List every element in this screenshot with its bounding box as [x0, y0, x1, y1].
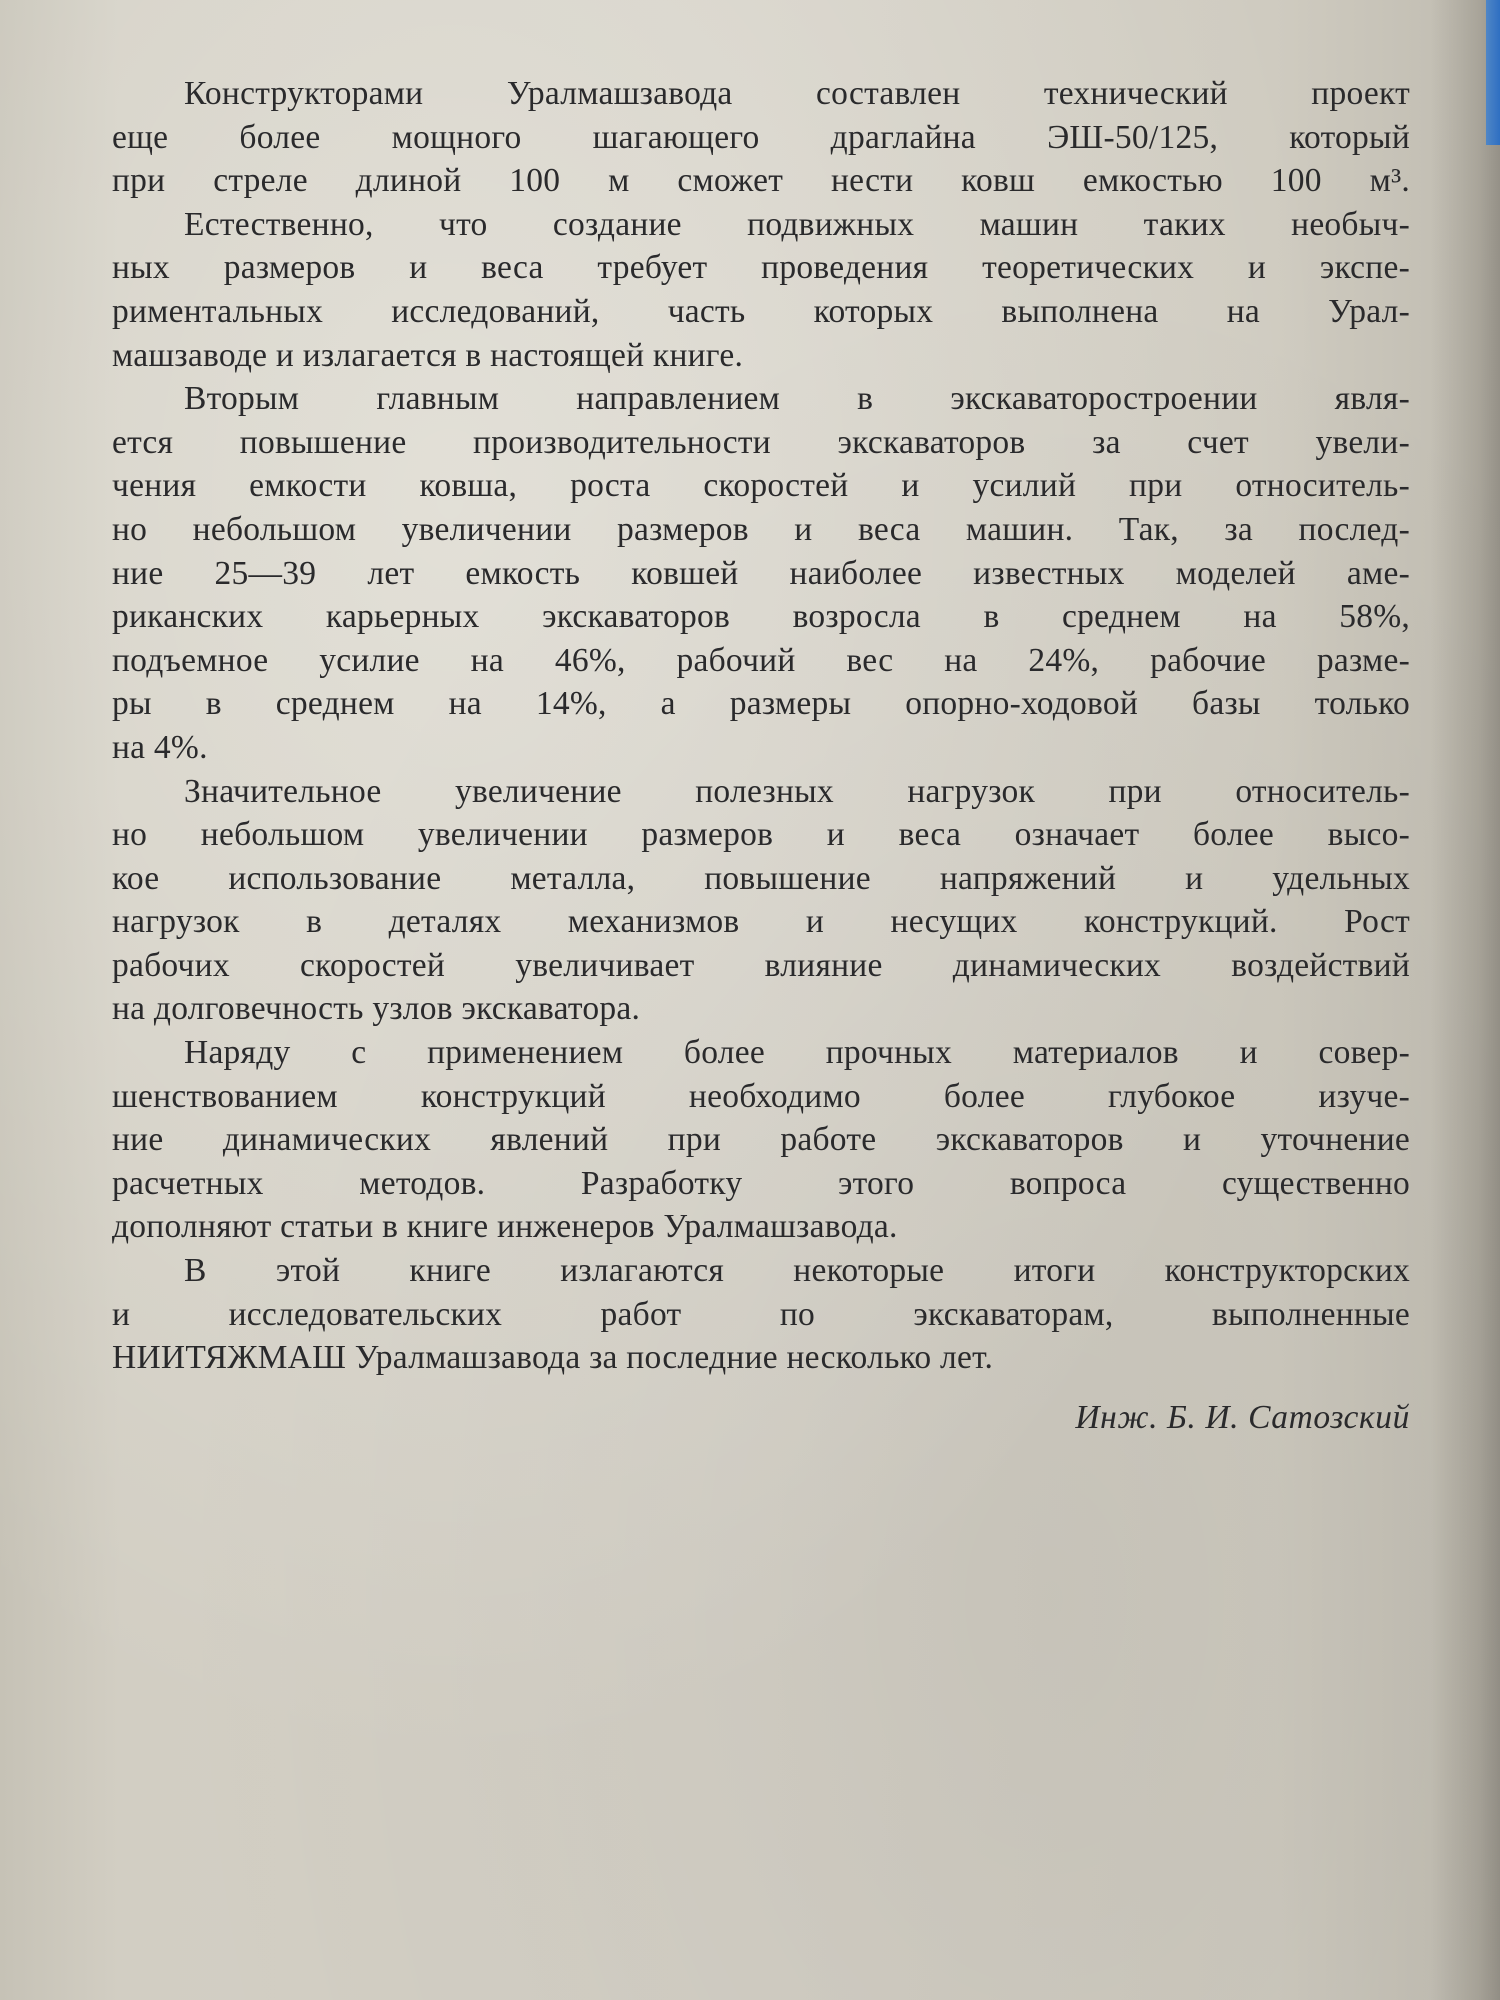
bookmark-tab: [1486, 0, 1500, 145]
paragraph-1: [112, 72, 1410, 203]
text-line: нагрузок в деталях механизмов и несущих конструкций. Рост: [112, 903, 1410, 941]
text-line: еще более мощного шагающего драглайна ЭШ-50/125, который: [112, 118, 1410, 156]
text-line: расчетных методов. Разработку этого вопроса существенно: [112, 1164, 1410, 1202]
text-line: чения емкости ковша, роста скоростей и усилий при относитель-: [112, 467, 1410, 505]
text-line: но небольшом увеличении размеров и веса машин. Так, за послед-: [112, 510, 1410, 548]
text-line: дополняют статьи в книге инженеров Уралмашзавода.: [112, 1208, 898, 1246]
author-signature: Инж. Б. И. Сатозский: [1075, 1398, 1410, 1436]
paragraph-3: [112, 377, 1410, 769]
text-line: шенствованием конструкций необходимо более глубокое изуче-: [112, 1077, 1410, 1115]
paragraph-2: [112, 203, 1410, 377]
text-line: подъемное усилие на 46%, рабочий вес на 24%, рабочие разме-: [112, 641, 1410, 679]
text-line: В этой книге излагаются некоторые итоги конструкторских: [184, 1252, 1410, 1290]
text-line: и исследовательских работ по экскаваторам, выполненные: [112, 1295, 1410, 1333]
paragraph-4: [112, 770, 1410, 1032]
text-line: ние динамических явлений при работе экскаваторов и уточнение: [112, 1121, 1410, 1159]
text-line: ние 25—39 лет емкость ковшей наиболее известных моделей аме-: [112, 554, 1410, 592]
text-line: ры в среднем на 14%, а размеры опорно-ходовой базы только: [112, 685, 1410, 723]
text-line: Значительное увеличение полезных нагрузок при относитель-: [184, 772, 1410, 810]
text-line: на долговечность узлов экскаватора.: [112, 990, 641, 1028]
page-text: [112, 72, 1410, 1439]
paragraph-5: [112, 1031, 1410, 1249]
text-line: машзаводе и излагается в настоящей книге.: [112, 336, 744, 374]
text-line: при стреле длиной 100 м сможет нести ковш емкостью 100 м³.: [112, 162, 1410, 200]
text-line: НИИТЯЖМАШ Уралмашзавода за последние несколько лет.: [112, 1339, 994, 1377]
text-line: на 4%.: [112, 728, 208, 766]
text-line: риментальных исследований, часть которых выполнена на Урал-: [112, 292, 1410, 330]
paragraph-6: [112, 1249, 1410, 1380]
text-line: риканских карьерных экскаваторов возросла в среднем на 58%,: [112, 598, 1410, 636]
text-line: кое использование металла, повышение напряжений и удельных: [112, 859, 1410, 897]
text-line: Наряду с применением более прочных материалов и совер-: [184, 1034, 1410, 1072]
text-line: ных размеров и веса требует проведения теоретических и экспе-: [112, 249, 1410, 287]
text-line: Конструкторами Уралмашзавода составлен технический проект: [184, 75, 1410, 112]
text-line: ется повышение производительности экскаваторов за счет увели-: [112, 423, 1410, 461]
text-line: Естественно, что создание подвижных машин таких необыч-: [184, 205, 1410, 243]
text-line: но небольшом увеличении размеров и веса означает более высо-: [112, 816, 1410, 854]
page-edge-shadow: [1430, 0, 1500, 2000]
text-line: рабочих скоростей увеличивает влияние динамических воздействий: [112, 946, 1410, 984]
text-line: Вторым главным направлением в экскаваторостроении явля-: [184, 380, 1410, 418]
